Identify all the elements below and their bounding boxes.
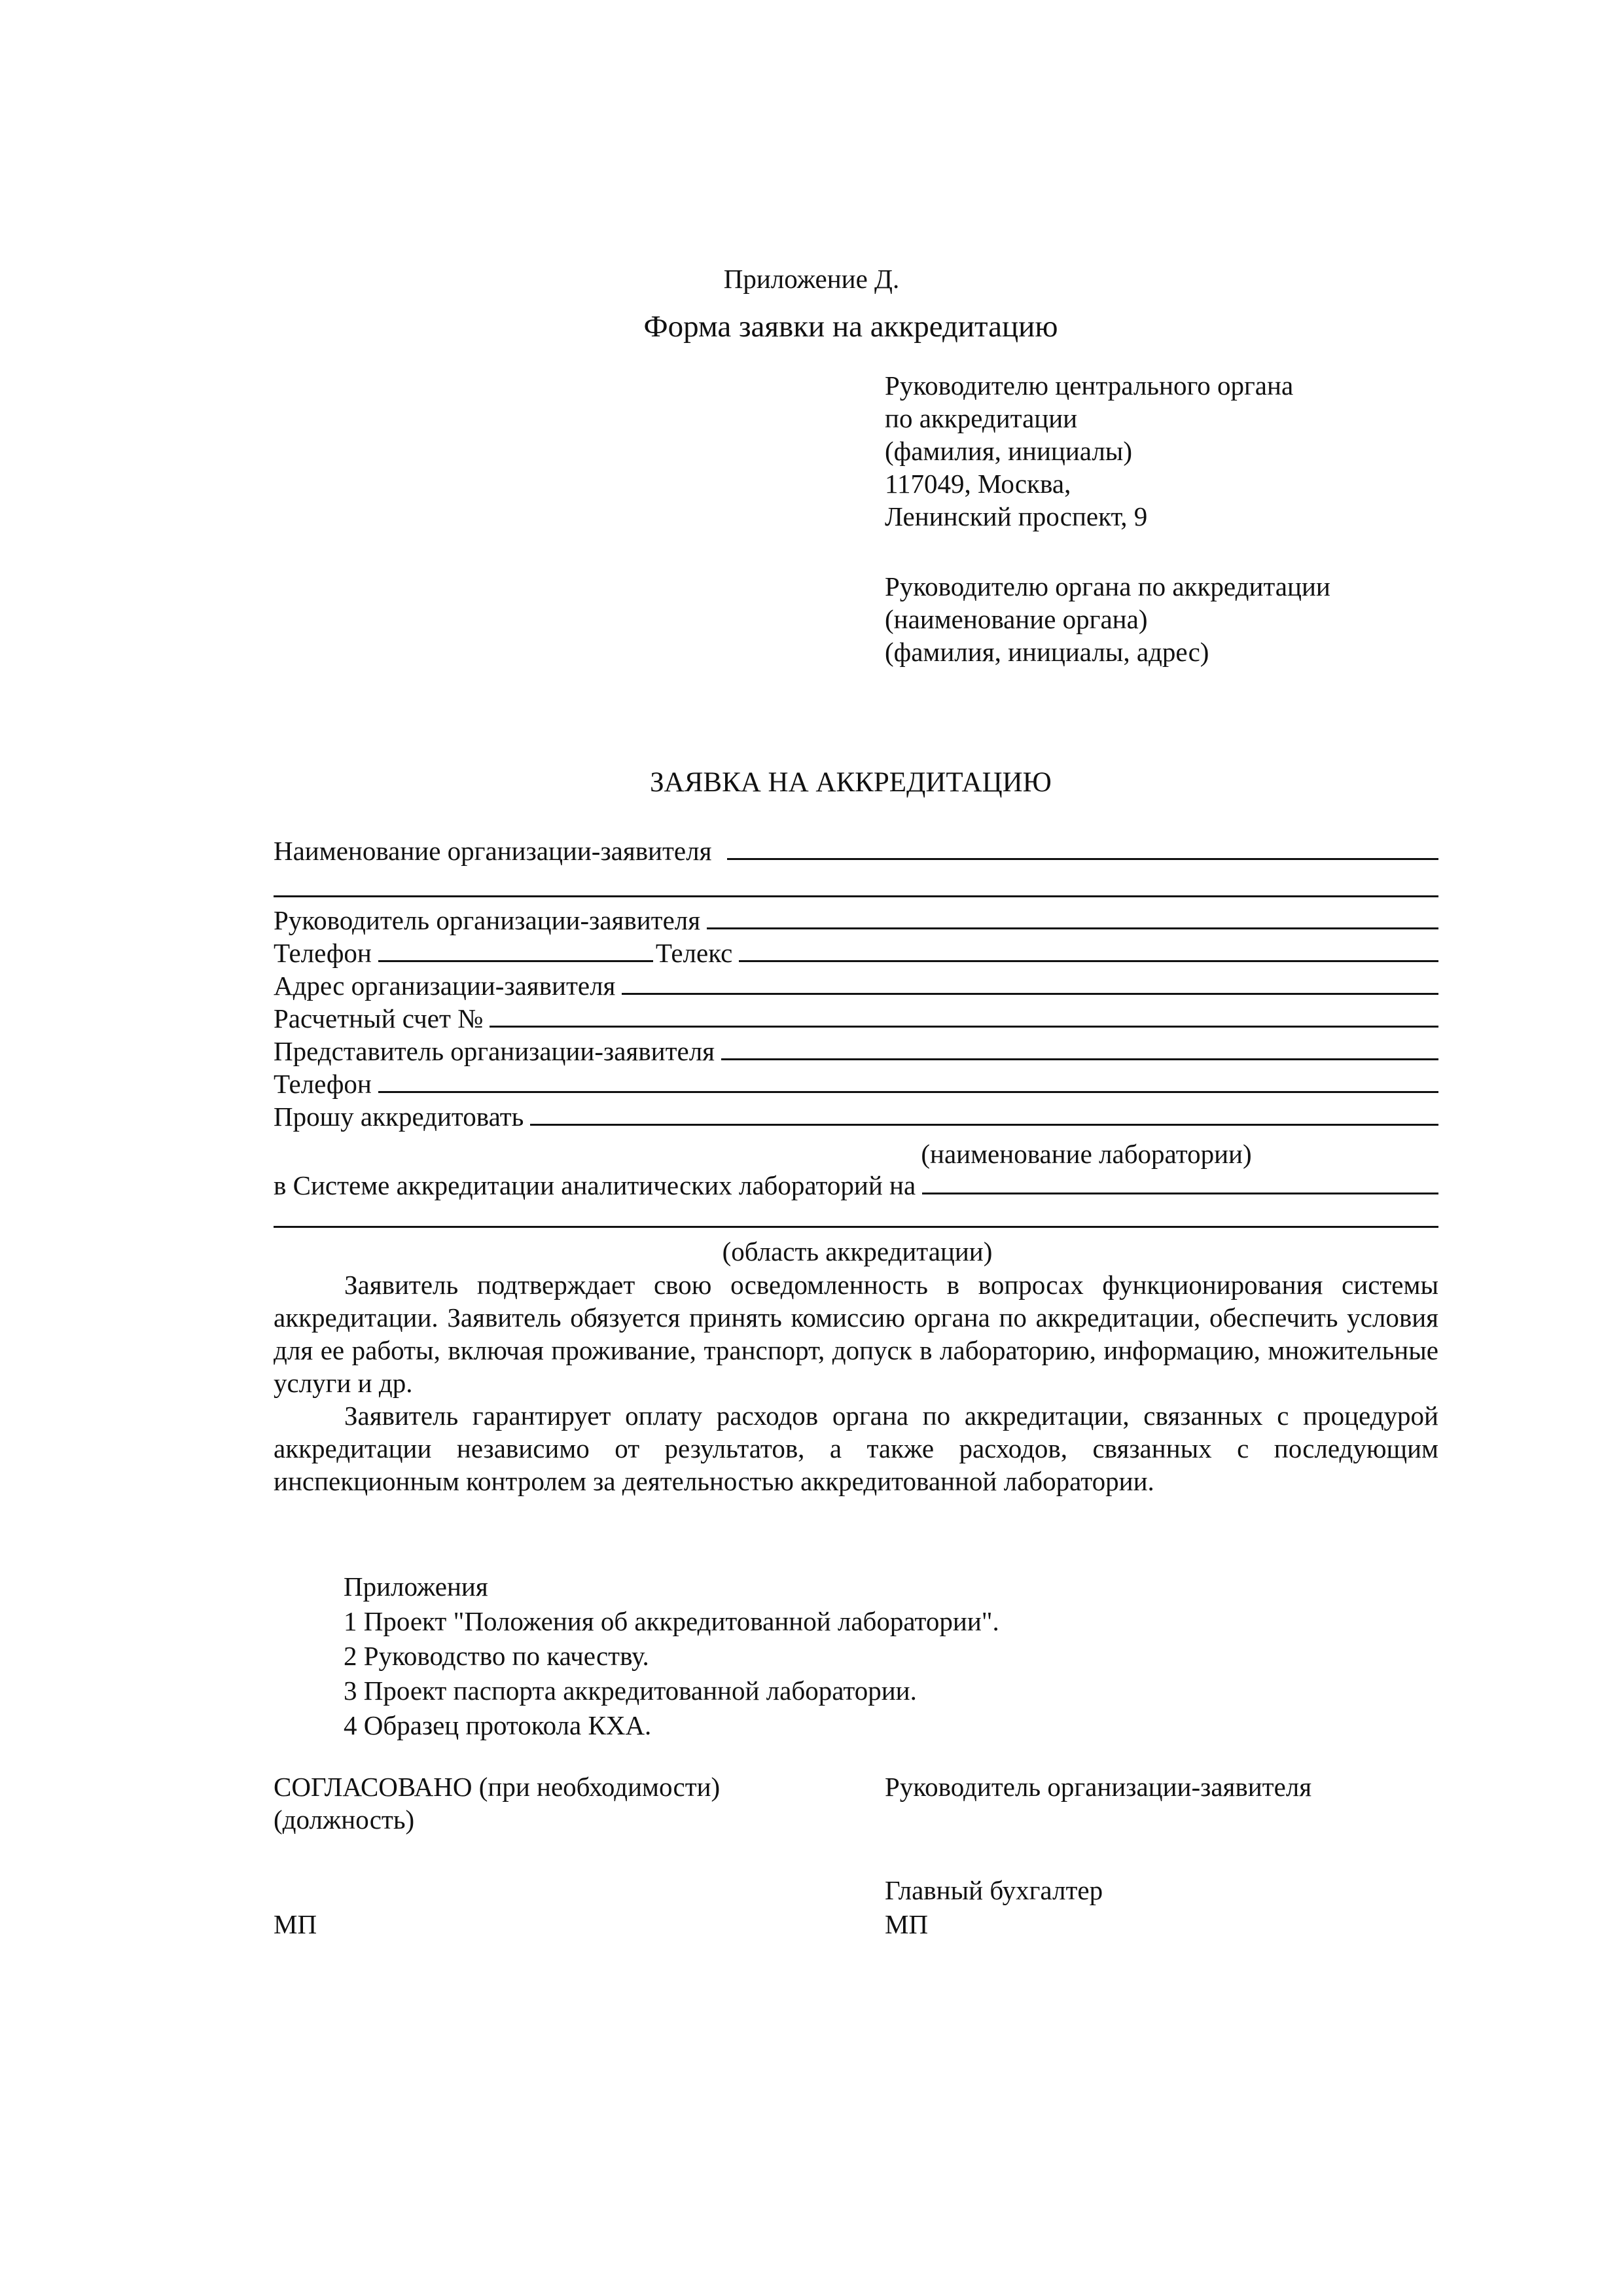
paragraph-1: Заявитель подтверждает свою осведомленность в вопросах функционирования системы аккредитации. Заявитель обязуется принять комиссию органа по аккредитации, обеспечить условия для ее работы, включая проживание, транспорт, допуск в лабораторию, информацию, множительные услуги и др. [274,1270,1438,1398]
field-org-head-line[interactable] [707,927,1438,929]
appendix-label: Приложение Д. [723,264,900,294]
field-phone-2 [274,1066,1438,1100]
addressee-central-line-1: Руководителю центрального органа [885,370,1294,401]
field-request-line[interactable] [530,1124,1438,1126]
head-signature-label: Руководитель организации-заявителя [885,1772,1312,1802]
field-request [274,1098,1438,1132]
field-org-head-label: Руководитель организации-заявителя [274,905,701,935]
document-title: ЗАЯВКА НА АККРЕДИТАЦИЮ [650,767,1052,798]
attachment-item: 2 Руководство по качеству. [344,1641,649,1671]
field-scope-line[interactable] [274,1226,1438,1228]
field-account-line[interactable] [490,1026,1438,1028]
body-text [274,1268,1438,1498]
field-phone-line[interactable] [378,960,653,962]
stamp-right: МП [885,1909,929,1939]
attachment-item: 4 Образец протокола КХА. [344,1710,652,1740]
field-request-label: Прошу аккредитовать [274,1102,524,1132]
field-org-address-label: Адрес организации-заявителя [274,971,616,1001]
field-phone-2-line[interactable] [378,1091,1438,1093]
agreed-label: СОГЛАСОВАНО (при необходимости) [274,1772,721,1802]
field-org-name-line[interactable] [727,858,1438,860]
lab-name-caption: (наименование лаборатории) [921,1139,1252,1169]
field-phone-label: Телефон [274,938,372,968]
addressee-central-line-4: 117049, Москва, [885,469,1071,499]
field-org-name [274,833,1438,867]
field-org-representative-label: Представитель организации-заявителя [274,1036,715,1066]
field-phone-telex [274,935,1438,969]
addressee-central-line-2: по аккредитации [885,403,1078,433]
field-account [274,1000,1438,1034]
position-label: (должность) [274,1804,415,1835]
attachments [344,1570,999,1743]
addressee-body-line-3: (фамилия, инициалы, адрес) [885,637,1209,667]
field-telex-label: Телекс [655,938,733,968]
paragraph-2: Заявитель гарантирует оплату расходов органа по аккредитации, связанных с процедурой аккредитации независимо от результатов, а также расходов, связанных с последующим инспекционным контролем за деятельностью аккредитованной лаборатории. [274,1401,1438,1496]
field-system-label: в Системе аккредитации аналитических лабораторий на [274,1170,916,1200]
field-phone-2-label: Телефон [274,1069,372,1099]
attachments-heading: Приложения [344,1571,488,1602]
field-account-label: Расчетный счет № [274,1003,484,1033]
addressee-central-line-3: (фамилия, инициалы) [885,436,1132,466]
attachment-item: 3 Проект паспорта аккредитованной лаборатории. [344,1676,917,1706]
accountant-signature-label: Главный бухгалтер [885,1875,1103,1905]
field-org-representative [274,1033,1438,1067]
scope-caption: (область аккредитации) [722,1236,993,1266]
field-org-name-line-2[interactable] [274,895,1438,897]
field-org-address [274,967,1438,1001]
field-system-scope [274,1167,1438,1201]
attachment-item: 1 Проект "Положения об аккредитованной лаборатории". [344,1606,999,1636]
field-org-name-label: Наименование организации-заявителя [274,836,712,866]
addressee-body-line-1: Руководителю органа по аккредитации [885,571,1330,601]
field-telex-line[interactable] [739,960,1438,962]
field-system-line[interactable] [922,1193,1438,1194]
addressee-central-line-5: Ленинский проспект, 9 [885,501,1148,531]
form-title: Форма заявки на аккредитацию [643,310,1058,344]
field-org-representative-line[interactable] [721,1058,1438,1060]
stamp-left: МП [274,1909,317,1939]
addressee-body-line-2: (наименование органа) [885,604,1148,634]
field-org-address-line[interactable] [622,993,1438,995]
field-org-head [274,902,1438,936]
